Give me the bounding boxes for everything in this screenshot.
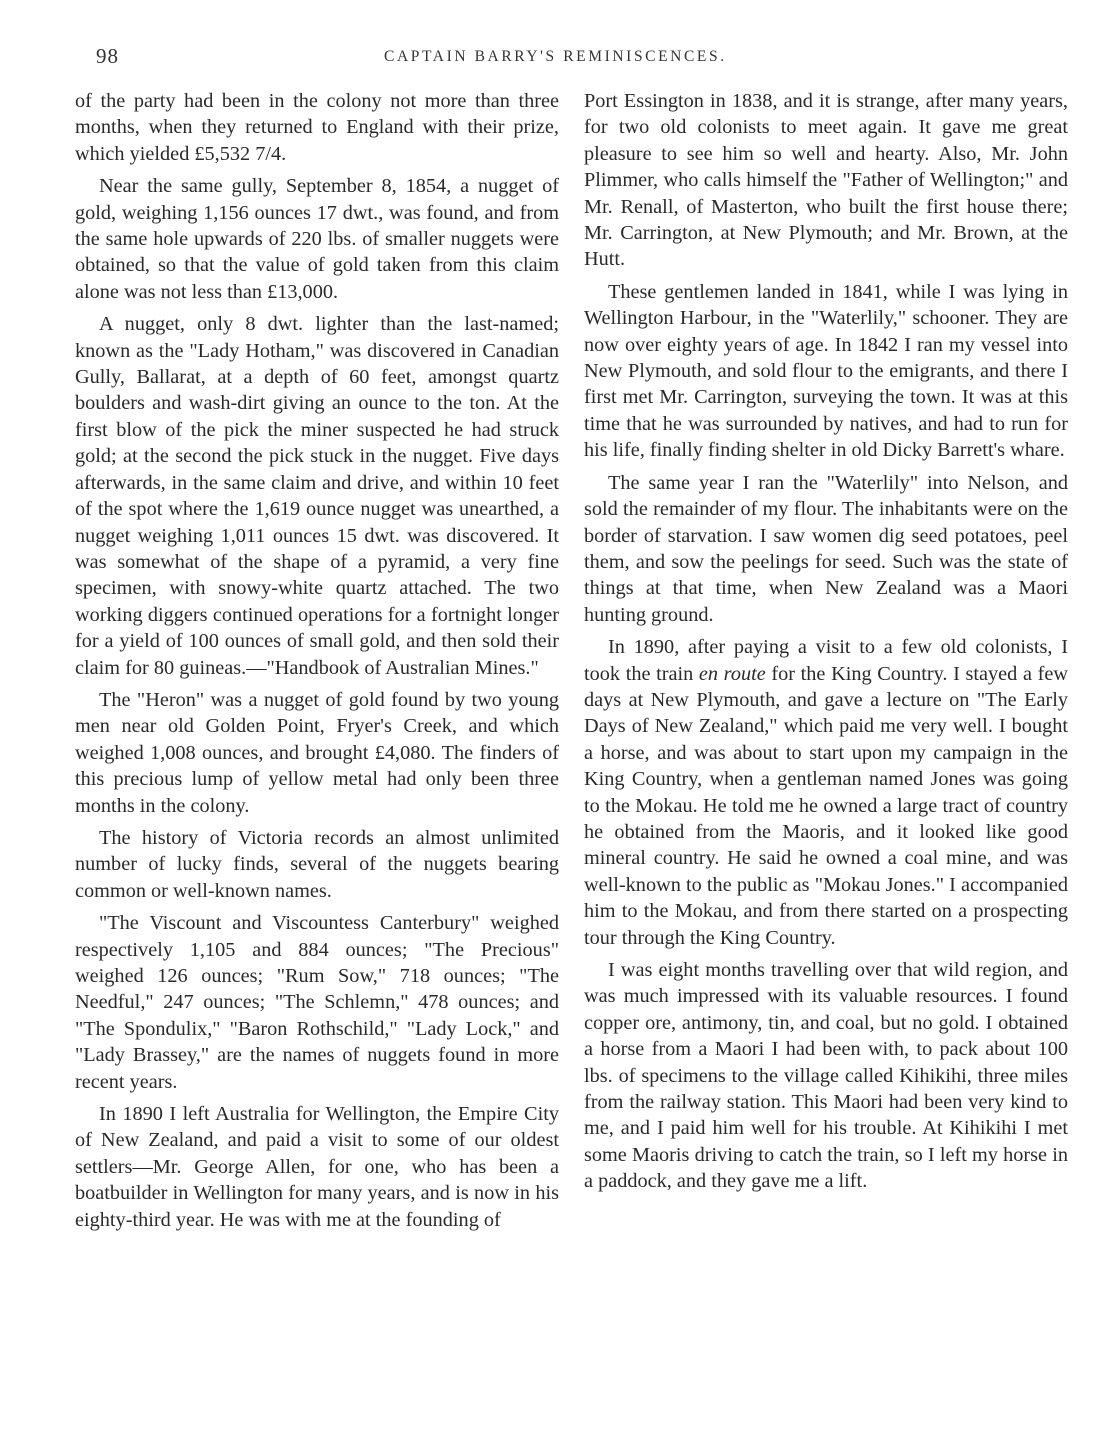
left-column: [75, 88, 559, 1239]
running-title: CAPTAIN BARRY'S REMINISCENCES.: [384, 48, 727, 65]
paragraph: Port Essington in 1838, and it is strange, after many years, for two old colonists to meet again. It gave me great pleasure to see him so well and hearty. Also, Mr. John Plimmer, who calls himself the "Father of Wellington;" and Mr. Renall, of Masterton, who built the first house there; Mr. Carrington, at New Plymouth; and Mr. Brown, at the Hutt.: [584, 90, 1068, 271]
right-column: [584, 88, 1068, 1201]
paragraph: Near the same gully, September 8, 1854, a nugget of gold, weighing 1,156 ounces 17 dwt., was found, and from the same hole upwards of 220 lbs. of smaller nuggets were obtained, so that the value of gold taken from this claim alone was not less than £13,000.: [75, 175, 559, 303]
paragraph: [584, 634, 1068, 951]
paragraph-text: In 1890, after paying a visit to a few old colonists, I took the train: [584, 636, 1068, 685]
paragraph: I was eight months travelling over that wild region, and was much impressed with its valuable resources. I found copper ore, antimony, tin, and coal, but no gold. I obtained a horse from a Maori I had been with, to pack about 100 lbs. of specimens to the village called Kihikihi, three miles from the railway station. This Maori had been very kind to me, and I paid him well for his trouble. At Kihikihi I met some Maoris driving to catch the train, so I left my horse in a paddock, and they gave me a lift.: [584, 959, 1068, 1193]
paragraph: The "Heron" was a nugget of gold found by two young men near old Golden Point, Fryer's Creek, and which weighed 1,008 ounces, and brought £4,080. The finders of this precious lump of yellow metal had only been three months in the colony.: [75, 688, 559, 817]
paragraph: A nugget, only 8 dwt. lighter than the last-named; known as the "Lady Hotham," was discovered in Canadian Gully, Ballarat, at a depth of 60 feet, amongst quartz boulders and wash-dirt giving an ounce to the ton. At the first blow of the pick the miner suspected he had struck gold; at the second the pick stuck in the nugget. Five days afterwards, in the same claim and drive, and within 10 feet of the spot where the 1,619 ounce nugget was unearthed, a nugget weighing 1,011 ounces 15 dwt. was discovered. It was somewhat of the shape of a pyramid, a very fine specimen, with snowy-white quartz attached. The two working diggers continued operations for a fortnight longer for a yield of 100 ounces of small gold, and then sold their claim for 80 guineas.—"Handbook of Australian Mines.": [75, 313, 559, 679]
italic-phrase: en route: [698, 662, 766, 685]
page-number: 98: [96, 44, 119, 68]
paragraph: "The Viscount and Viscountess Canterbury" weighed respectively 1,105 and 884 ounces; "The Precious" weighed 126 ounces; "Rum Sow," 718 ounces; "The Needful," 247 ounces; "The Schlemn," 478 ounces; and "The Spondulix," "Baron Rothschild," "Lady Lock," and "Lady Brassey," are the names of nuggets found in more recent years.: [75, 912, 559, 1093]
running-head: [0, 44, 1114, 74]
paragraph: These gentlemen landed in 1841, while I was lying in Wellington Harbour, in the "Waterlily," schooner. They are now over eighty years of age. In 1842 I ran my vessel into New Plymouth, and sold flour to the emigrants, and there I first met Mr. Carrington, surveying the town. It was at this time that he was surrounded by natives, and had to run for his life, finally finding shelter in old Dicky Barrett's whare.: [584, 280, 1068, 462]
paragraph: The same year I ran the "Waterlily" into Nelson, and sold the remainder of my flour. The inhabitants were on the border of starvation. I saw women dig seed potatoes, peel them, and sow the peelings for seed. Such was the state of things at that time, when New Zealand was a Maori hunting ground.: [584, 471, 1068, 626]
paragraph: The history of Victoria records an almost unlimited number of lucky finds, several of the nuggets bearing common or well-known names.: [75, 826, 559, 902]
paragraph: In 1890 I left Australia for Wellington, the Empire City of New Zealand, and paid a visit to some of our oldest settlers—Mr. George Allen, for one, who has been a boatbuilder in Wellington for many years, and is now in his eighty-third year. He was with me at the founding of: [75, 1103, 559, 1231]
paragraph: of the party had been in the colony not more than three months, when they returned to England with their prize, which yielded £5,532 7/4.: [75, 90, 559, 165]
paragraph-text: for the King Country. I stayed a few days at New Plymouth, and gave a lecture on "The Early Days of New Zealand," which paid me very well. I bought a horse, and was about to start upon my campaign in the King Country, when a gentleman named Jones was going to the Mokau. He told me he owned a large tract of country he obtained from the Maoris, and it looked like good mineral country. He said he owned a coal mine, and was well-known to the public as "Mokau Jones." I accompanied him to the Mokau, and from there started on a prospecting tour through the King Country.: [584, 662, 1068, 949]
